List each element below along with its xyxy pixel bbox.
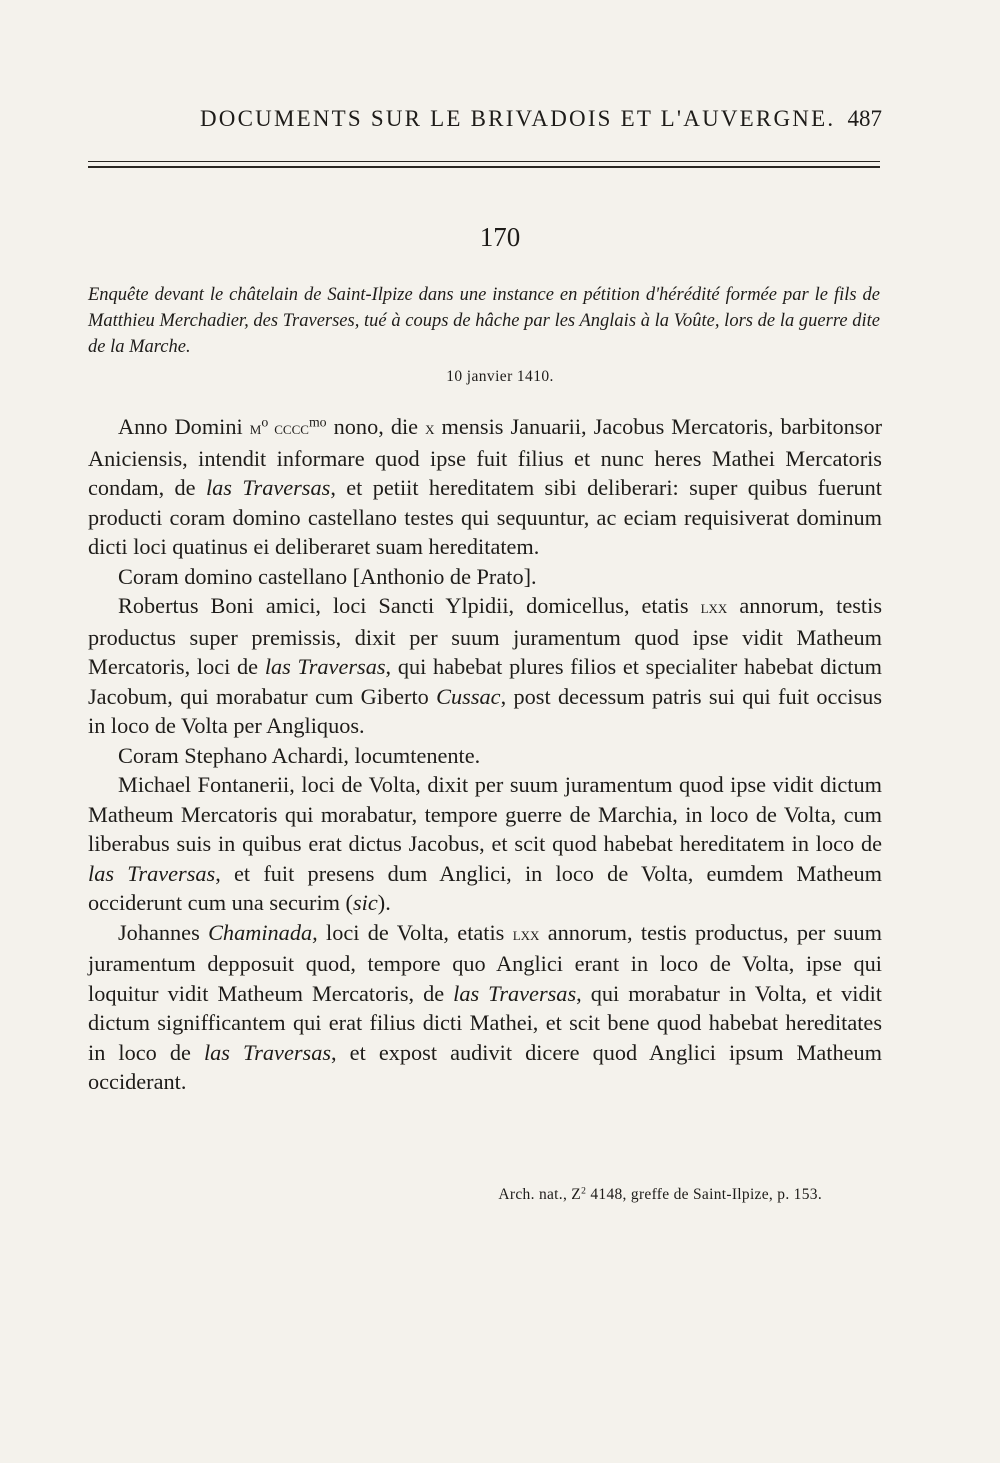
document-body [88, 412, 882, 1097]
document-date: 10 janvier 1410. [446, 368, 554, 385]
page-number: 487 [847, 106, 882, 131]
document-summary: Enquête devant le châtelain de Saint-Ilpize dans une instance en pétition d'hérédité formée par le fils de Matthieu Merchadier, des Traverses, tué à coups de hâche par les Anglais à la Voûte, lors de la guerre dite de la Marche. [88, 285, 880, 357]
paragraph-5: Michael Fontanerii, loci de Volta, dixit per suum juramentum quod ipse vidit dictum Matheum Mercatoris qui morabatur, tempore guerre de Marchia, in loco de Volta, cum liberabus suis in quibus erat dictus Jacobus, et scit quod habebat hereditatem in loco de las Traversas, et fuit presens dum Anglici, in loco de Volta, eumdem Matheum occiderunt cum una securim (sic). [88, 772, 882, 915]
header-rule-thick [88, 166, 880, 168]
running-header [88, 106, 882, 142]
source-citation: Arch. nat., $Z^2$ 4148, greffe de Saint-Ilpize, p. 153. [498, 1185, 822, 1203]
document-number: 170 [479, 222, 521, 252]
paragraph-2: Coram domino castellano [Anthonio de Prato]. [118, 563, 537, 589]
paragraph-4: Coram Stephano Achardi, locumtenente. [118, 742, 481, 768]
paragraph-6: Johannes Chaminada, loci de Volta, etatis lxx annorum, testis productus, per suum juramentum depposuit quod, tempore quo Anglici erant in loco de Volta, ipse qui loquitur vidit Matheum Mercatoris, de las Traversas, qui morabatur in Volta, et vidit dictum signifficantem qui erat filius dicti Mathei, et scit bene quod habebat hereditates in loco de las Traversas, et expost audivit dicere quod Anglici ipsum Matheum occiderant. [88, 919, 882, 1094]
paragraph-3: Robertus Boni amici, loci Sancti Ylpidii, domicellus, etatis lxx annorum, testis productus super premissis, dixit per suum juramentum quod ipse vidit Matheum Mercatoris, loci de las Traversas, qui habebat plures filios et specialiter habebat dictum Jacobum, qui morabatur cum Giberto Cussac, post decessum patris sui qui fuit occisus in loco de Volta per Angliquos. [88, 593, 882, 738]
running-title: DOCUMENTS SUR LE BRIVADOIS ET L'AUVERGNE. [200, 106, 836, 131]
header-rule-thin [88, 161, 880, 162]
paragraph-1: Anno Domini $m^o$ cccc$^{mo}$ nono, die x mensis Januarii, Jacobus Mercatoris, barbitonsor Aniciensis, intendit informare quod ipse fuit filius et nunc heres Mathei Mercatoris condam, de las Traversas, et petiit hereditatem sibi deliberari: super quibus fuerunt producti coram domino castellano testes qui sequuntur, ac eciam requisiverat dominum dicti loci quatinus ei deliberaret suam hereditatem. [88, 414, 883, 559]
